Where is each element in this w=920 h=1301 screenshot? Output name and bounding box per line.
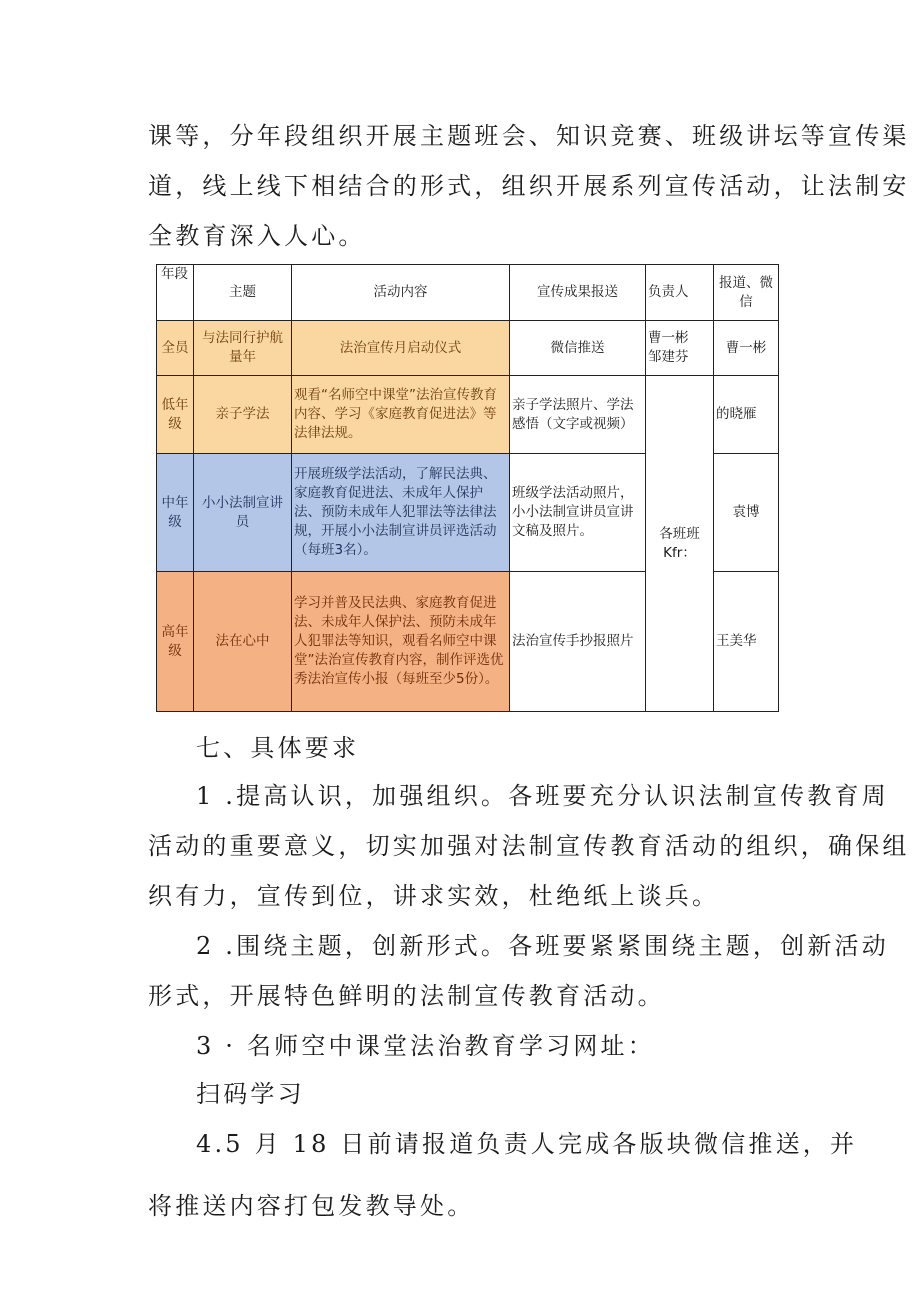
- cell-grade: 低年级: [157, 376, 194, 454]
- cell-theme: 小小法制宣讲员: [194, 454, 292, 572]
- header-grade: 年段: [157, 265, 194, 321]
- req1-line-3: 织有力，宣传到位，讲求实效，杜绝纸上谈兵。: [148, 882, 720, 910]
- scan-line: 扫码学习: [196, 1080, 305, 1108]
- header-content: 活动内容: [292, 265, 510, 321]
- cell-grade: 全员: [157, 321, 194, 376]
- cell-content: 开展班级学法活动，了解民法典、家庭教育促进法、未成年人保护法、预防未成年人犯罪法等法律法规，开展小小法制宣讲员评选活动（每班3名）。: [292, 454, 510, 572]
- cell-report: 袁博: [714, 454, 779, 572]
- header-output: 宣传成果报送: [510, 265, 646, 321]
- cell-output: 微信推送: [510, 321, 646, 376]
- table-row: [157, 376, 779, 454]
- cell-report: 的晓雁: [714, 376, 779, 454]
- cell-theme: 亲子学法: [194, 376, 292, 454]
- cell-shared-owner: 各班班 Kfr：: [646, 376, 714, 712]
- intro-line-3: 全教育深入人心。: [148, 222, 366, 250]
- cell-theme: 法在心中: [194, 572, 292, 712]
- cell-owner: 曹一彬 邹建芬: [646, 321, 714, 376]
- table-header-row: [157, 265, 779, 321]
- cell-content: 观看“名师空中课堂”法治宣传教育内容、学习《家庭教育促进法》等法律法规。: [292, 376, 510, 454]
- req2-line-1: 2 .围绕主题，创新形式。各班要紧紧围绕主题，创新活动: [196, 932, 889, 960]
- cell-output: 法治宣传手抄报照片: [510, 572, 646, 712]
- header-owner: 负责人: [646, 265, 714, 321]
- cell-theme: 与法同行护航量年: [194, 321, 292, 376]
- req3-line: 3 · 名师空中课堂法治教育学习网址：: [196, 1032, 655, 1060]
- req2-line-2: 形式，开展特色鲜明的法制宣传教育活动。: [148, 982, 665, 1010]
- header-theme: 主题: [194, 265, 292, 321]
- req1-line-1: 1 .提高认识，加强组织。各班要充分认识法制宣传教育周: [196, 782, 889, 810]
- intro-line-2: 道，线上线下相结合的形式，组织开展系列宣传活动，让法制安: [148, 172, 910, 200]
- req1-line-2: 活动的重要意义，切实加强对法制宣传教育活动的组织，确保组: [148, 832, 910, 860]
- activity-table: [156, 264, 779, 712]
- section-title: 七、具体要求: [196, 734, 360, 762]
- cell-content: 学习并普及民法典、家庭教育促进法、未成年人保护法、预防未成年人犯罪法等知识，观看名师空中课堂”法治宣传教育内容，制作评选优秀法治宣传小报（每班至少5份）。: [292, 572, 510, 712]
- table-row: [157, 321, 779, 376]
- cell-grade: 高年级: [157, 572, 194, 712]
- req4-line: 4.5 月 18 日前请报道负责人完成各版块微信推送，并: [196, 1130, 858, 1158]
- cell-report: 王美华: [714, 572, 779, 712]
- cell-grade: 中年级: [157, 454, 194, 572]
- cell-report: 曹一彬: [714, 321, 779, 376]
- cell-output: 亲子学法照片、学法感悟（文字或视频）: [510, 376, 646, 454]
- cell-content: 法治宣传月启动仪式: [292, 321, 510, 376]
- cell-output: 班级学法活动照片，小小法制宣讲员宣讲文稿及照片。: [510, 454, 646, 572]
- req4-line-2: 将推送内容打包发教导处。: [148, 1192, 475, 1220]
- header-report: 报道、微信: [714, 265, 779, 321]
- intro-line-1: 课等，分年段组织开展主题班会、知识竞赛、班级讲坛等宣传渠: [148, 122, 910, 150]
